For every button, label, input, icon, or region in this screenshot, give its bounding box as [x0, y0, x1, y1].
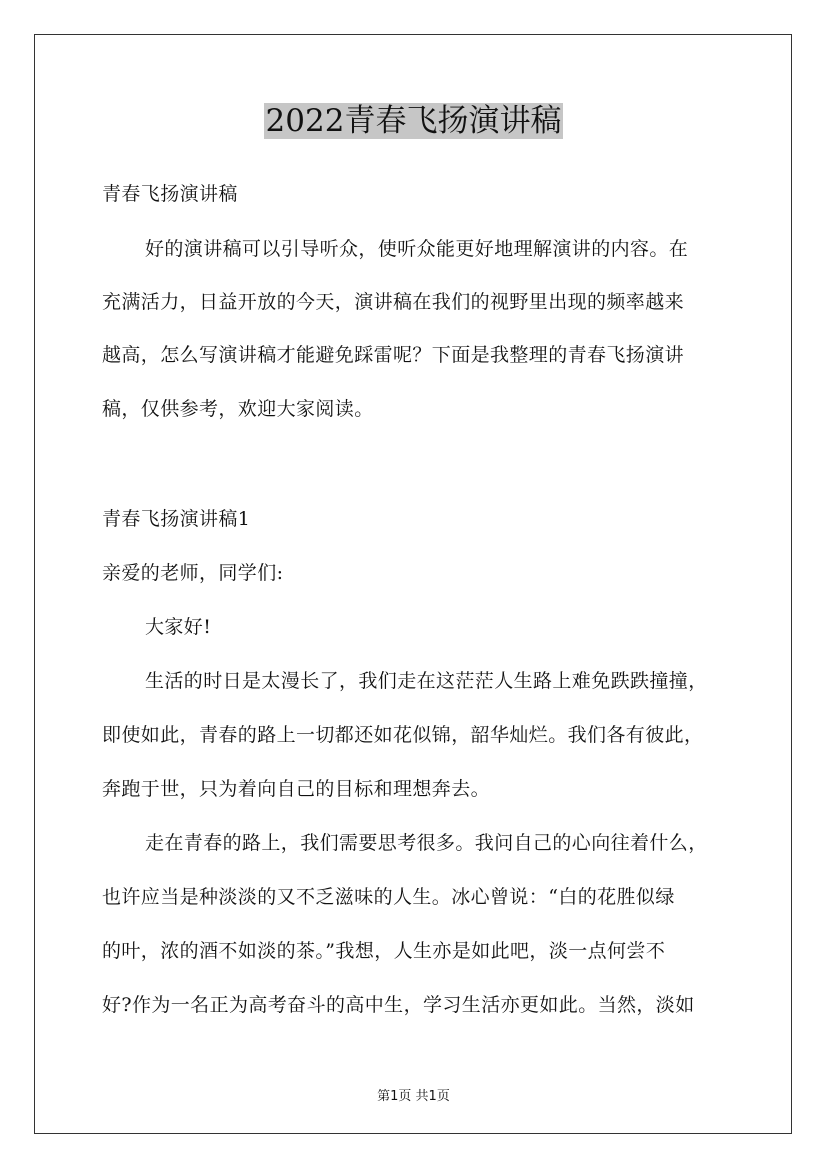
- intro-line-4: 稿，仅供参考，欢迎大家阅读。: [102, 398, 374, 420]
- greeting: 大家好!: [145, 616, 212, 638]
- para2-line-1: 走在青春的路上，我们需要思考很多。我问自己的心向往着什么，: [145, 832, 708, 854]
- document-title: 2022青春飞扬演讲稿: [265, 103, 562, 139]
- para2-line-4: 好?作为一名正为高考奋斗的高中生，学习生活亦更如此。当然，淡如: [102, 994, 695, 1016]
- page-number: 第1页 共1页: [377, 1089, 450, 1104]
- para2-line-3: 的叶，浓的酒不如淡的茶。”我想，人生亦是如此吧，淡一点何尝不: [102, 940, 666, 962]
- intro-line-1: 好的演讲稿可以引导听众，使听众能更好地理解演讲的内容。在: [145, 238, 689, 260]
- para1-line-1: 生活的时日是太漫长了，我们走在这茫茫人生路上难免跌跌撞撞，: [145, 670, 708, 692]
- para1-line-2: 即使如此，青春的路上一切都还如花似锦，韶华灿烂。我们各有彼此，: [102, 724, 704, 746]
- intro-line-2: 充满活力，日益开放的今天，演讲稿在我们的视野里出现的频率越来: [102, 291, 685, 313]
- section-heading: 青春飞扬演讲稿1: [102, 508, 251, 530]
- intro-line-3: 越高，怎么写演讲稿才能避免踩雷呢？下面是我整理的青春飞扬演讲: [102, 344, 685, 366]
- para2-line-2: 也许应当是种淡淡的又不乏滋味的人生。冰心曾说：“白的花胜似绿: [102, 886, 675, 908]
- para1-line-3: 奔跑于世，只为着向自己的目标和理想奔去。: [102, 778, 491, 800]
- subtitle: 青春飞扬演讲稿: [102, 183, 238, 205]
- salutation: 亲爱的老师，同学们:: [102, 562, 284, 584]
- document-title-wrap: [0, 100, 827, 142]
